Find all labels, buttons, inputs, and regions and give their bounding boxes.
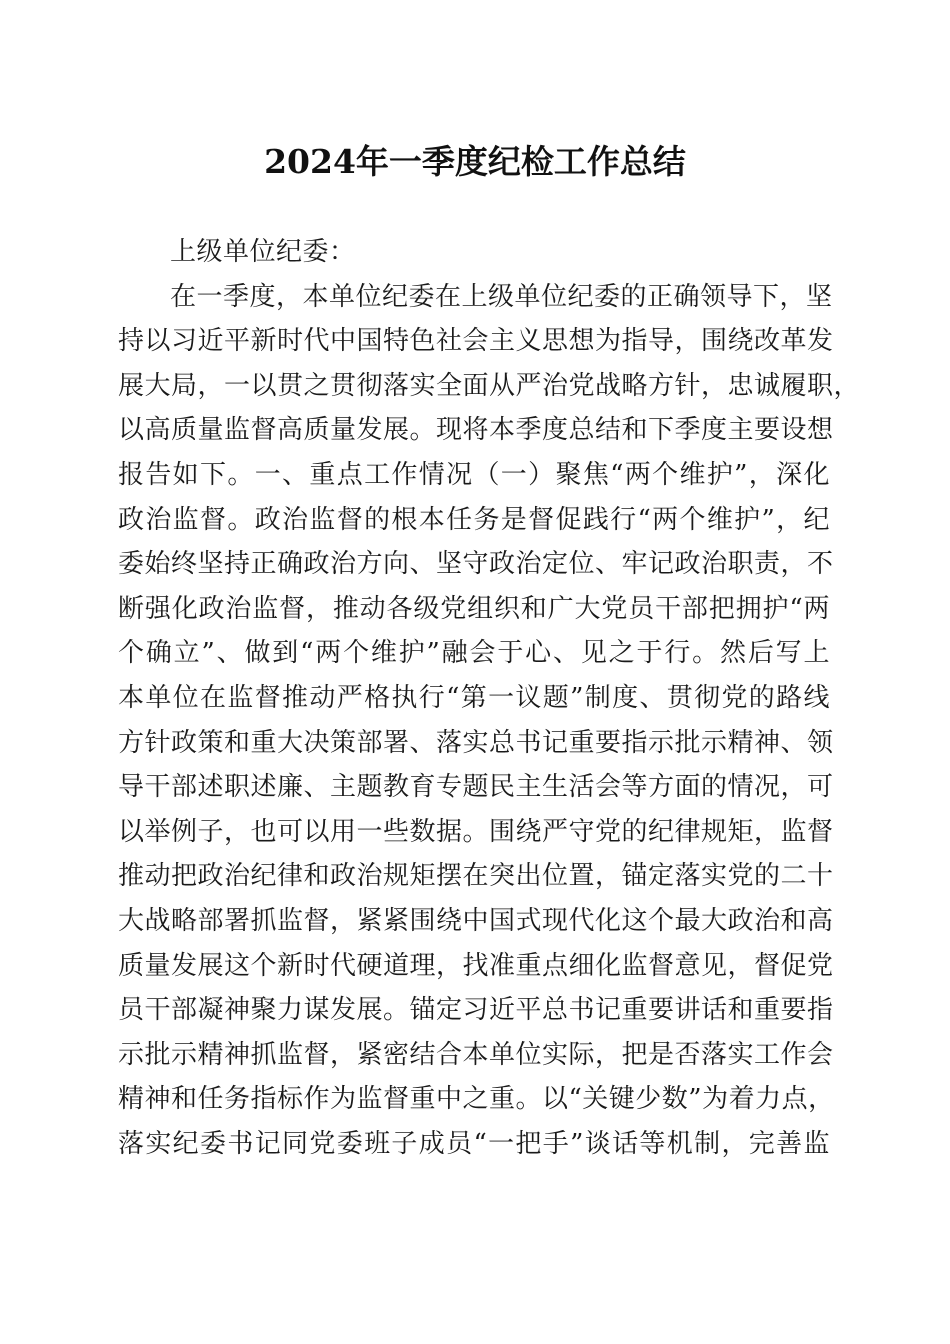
paragraph-line: 报告如下。一、重点工作情况（一）聚焦“两个维护”，深化 xyxy=(118,459,830,490)
paragraph-line: 以高质量监督高质量发展。现将本季度总结和下季度主要设想 xyxy=(118,415,834,446)
paragraph-line: 持以习近平新时代中国特色社会主义思想为指导，围绕改革发 xyxy=(118,326,834,357)
paragraph-line: 导干部述职述廉、主题教育专题民主生活会等方面的情况，可 xyxy=(118,772,834,803)
paragraph-line: 质量发展这个新时代硬道理，找准重点细化监督意见，督促党 xyxy=(118,950,834,981)
paragraph-line: 员干部凝神聚力谋发展。锚定习近平总书记重要讲话和重要指 xyxy=(118,995,834,1026)
paragraph-line: 在一季度，本单位纪委在上级单位纪委的正确领导下，坚 xyxy=(170,281,833,312)
paragraph-line: 以举例子，也可以用一些数据。围绕严守党的纪律规矩，监督 xyxy=(118,816,834,847)
paragraph-line: 示批示精神抓监督，紧密结合本单位实际，把是否落实工作会 xyxy=(118,1039,834,1070)
paragraph-line: 落实纪委书记同党委班子成员“一把手”谈话等机制，完善监 xyxy=(118,1128,830,1159)
document-title: 2024年一季度纪检工作总结 xyxy=(264,142,686,181)
paragraph-line: 本单位在监督推动严格执行“第一议题”制度、贯彻党的路线 xyxy=(118,682,830,713)
document-body xyxy=(118,230,861,1166)
paragraph-line: 展大局，一以贯之贯彻落实全面从严治党战略方针，忠诚履职， xyxy=(118,370,861,401)
paragraph-line: 个确立”、做到“两个维护”融会于心、见之于行。然后写上 xyxy=(118,638,830,669)
paragraph-line: 断强化政治监督，推动各级党组织和广大党员干部把拥护“两 xyxy=(118,593,830,624)
paragraph-line: 方针政策和重大决策部署、落实总书记重要指示批示精神、领 xyxy=(118,727,834,758)
paragraph-line: 精神和任务指标作为监督重中之重。以“关键少数”为着力点， xyxy=(118,1084,835,1115)
paragraph-line: 大战略部署抓监督，紧紧围绕中国式现代化这个最大政治和高 xyxy=(118,905,834,936)
paragraph-line: 推动把政治纪律和政治规矩摆在突出位置，锚定落实党的二十 xyxy=(118,861,834,892)
salutation: 上级单位纪委： xyxy=(170,237,356,267)
paragraph-line: 政治监督。政治监督的根本任务是督促践行“两个维护”，纪 xyxy=(118,504,830,535)
paragraph-line: 委始终坚持正确政治方向、坚守政治定位、牢记政治职责，不 xyxy=(118,549,834,580)
